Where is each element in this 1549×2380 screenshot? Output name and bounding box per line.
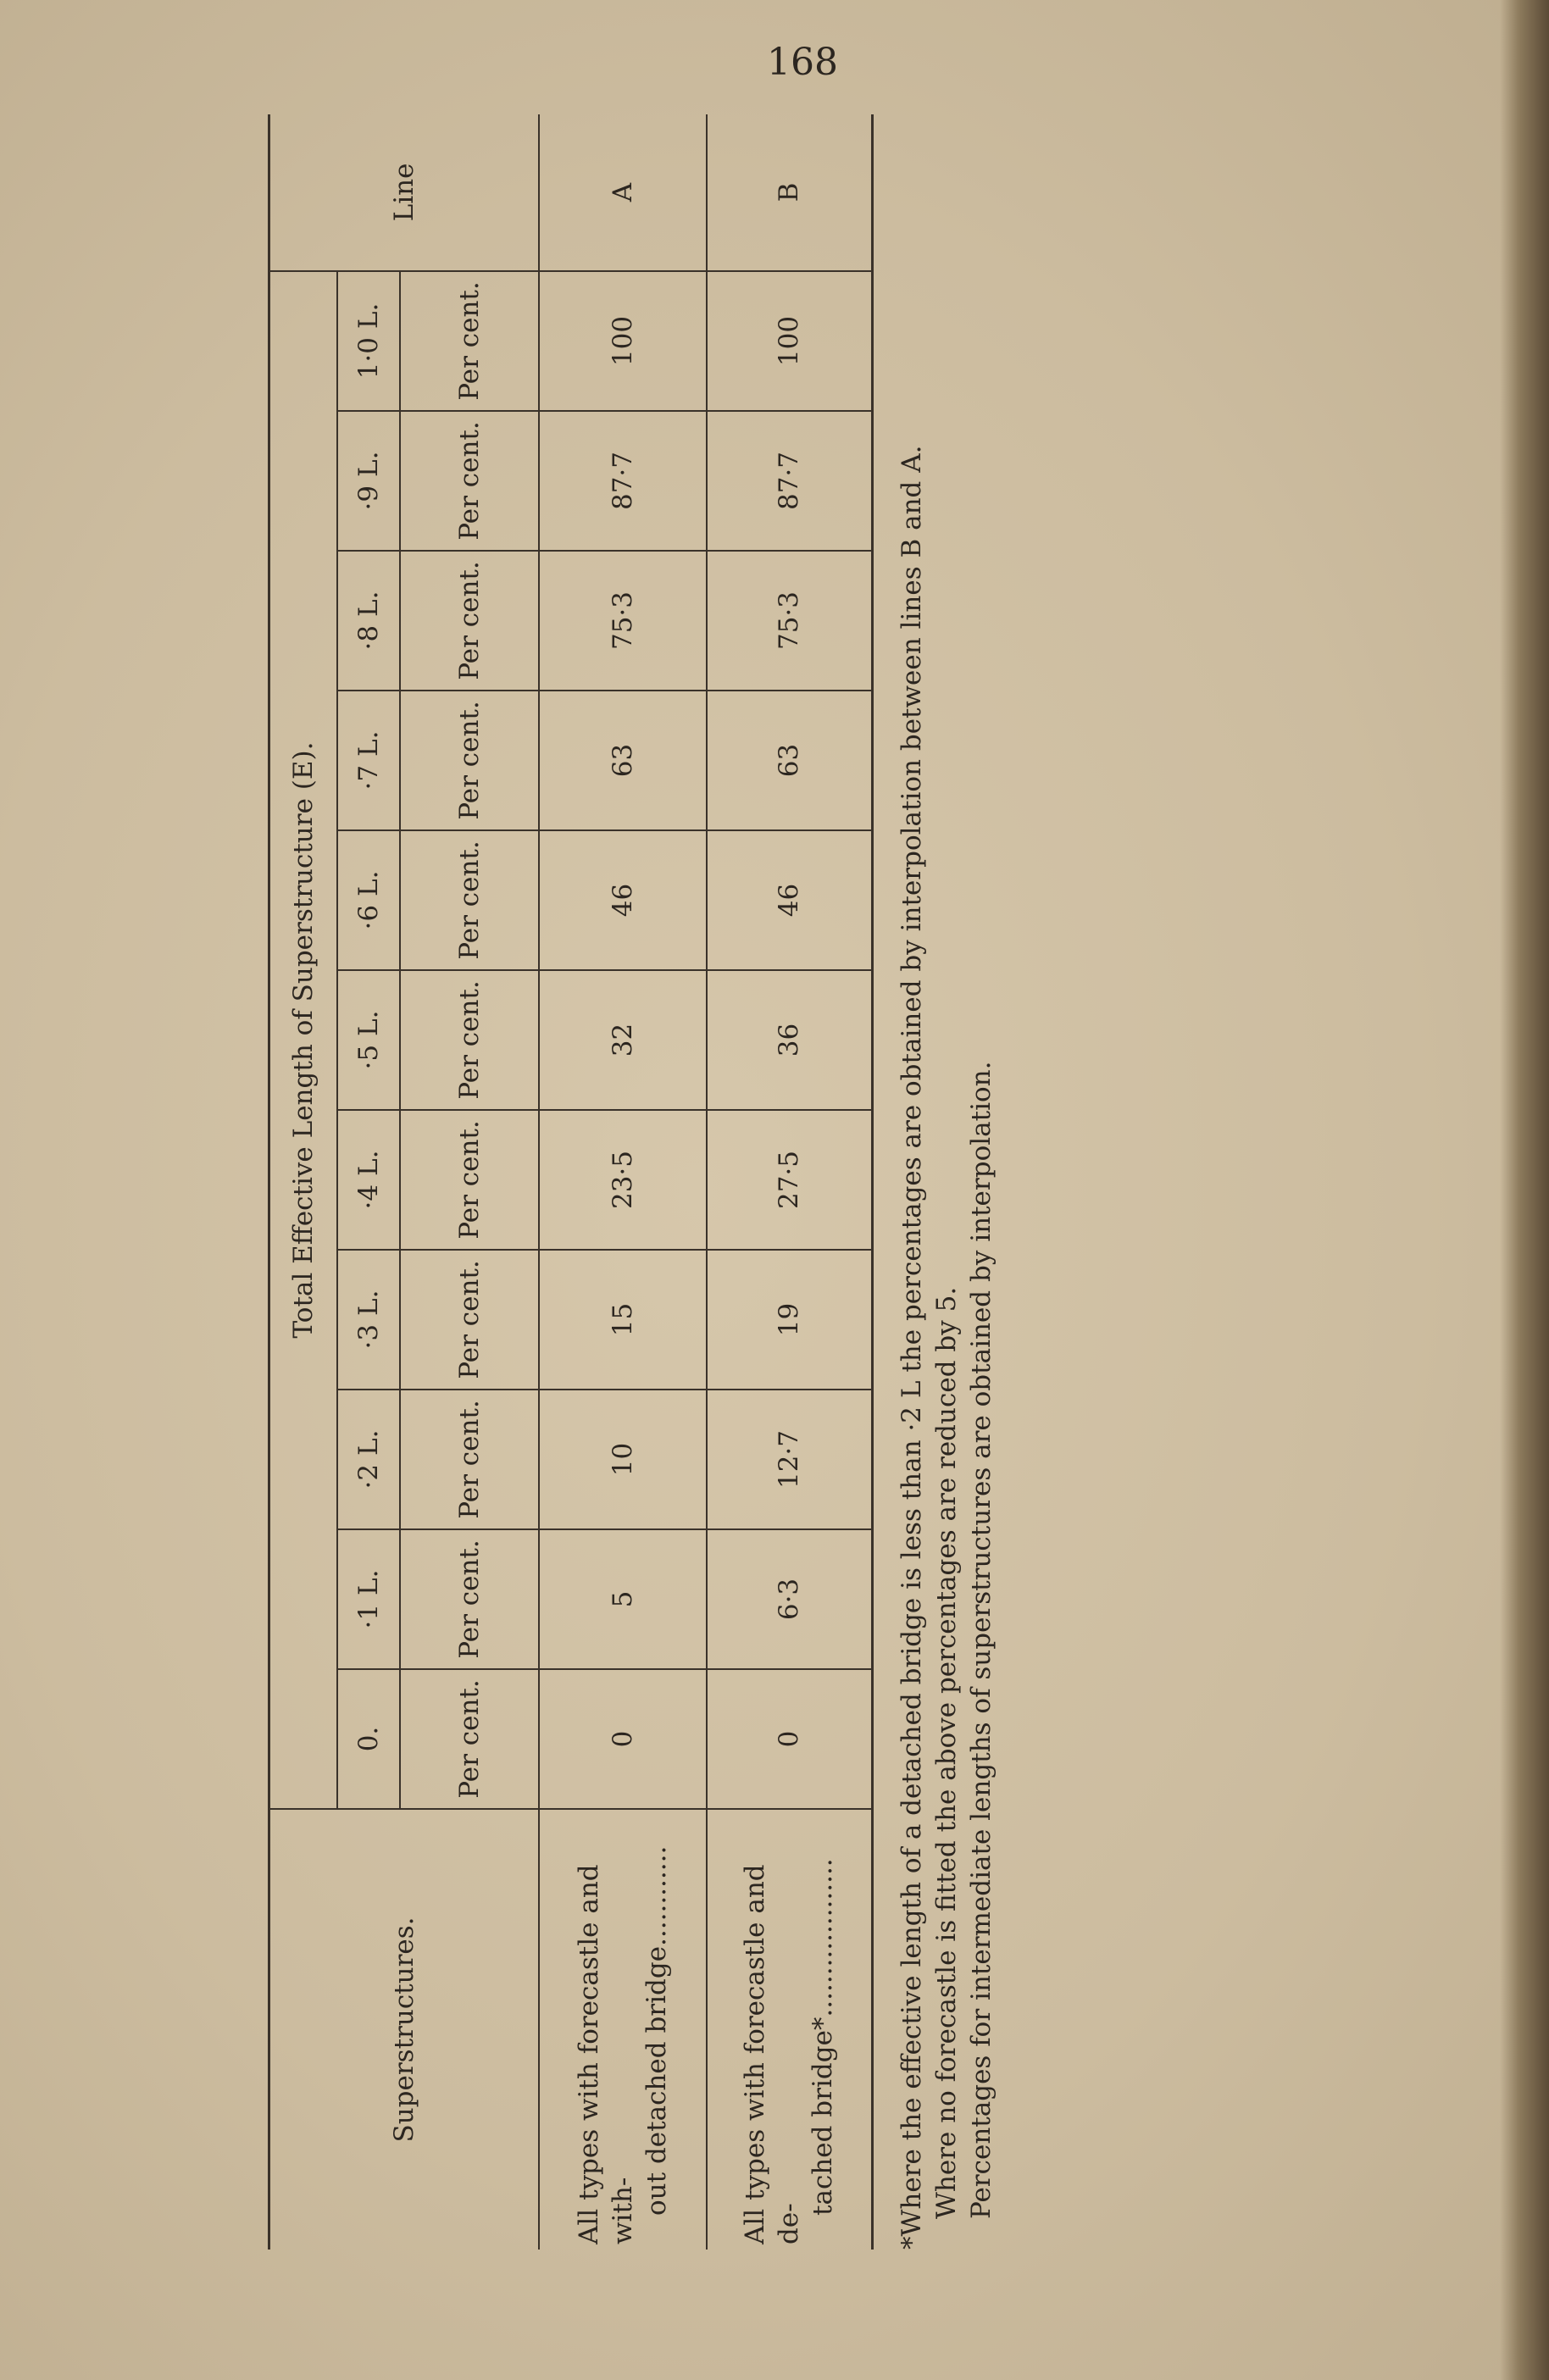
table-cell: 32 — [539, 970, 707, 1110]
unit-label: Per cent. — [400, 970, 539, 1110]
table-cell: 15 — [539, 1250, 707, 1390]
footnotes — [895, 114, 999, 2250]
table-cell: 6·3 — [707, 1529, 873, 1669]
page-edge-shadow — [1500, 0, 1549, 2380]
column-header: ·3 L. — [337, 1250, 400, 1390]
line-cell: B — [707, 114, 873, 271]
column-header: 0. — [337, 1669, 400, 1809]
unit-label: Per cent. — [400, 411, 539, 551]
column-header: ·2 L. — [337, 1390, 400, 1529]
page-number: 168 — [767, 41, 838, 84]
unit-label: Per cent. — [400, 1669, 539, 1809]
table-cell: 75·3 — [539, 551, 707, 691]
unit-label: Per cent. — [400, 830, 539, 970]
header-total-effective-length: Total Effective Length of Superstructure (E). — [269, 271, 337, 1809]
unit-label: Per cent. — [400, 691, 539, 830]
table-cell: 36 — [707, 970, 873, 1110]
row-label: All types with forecastle and de- tached bridge*................... — [707, 1809, 873, 2250]
table-cell: 63 — [707, 691, 873, 830]
column-header: ·7 L. — [337, 691, 400, 830]
unit-label: Per cent. — [400, 1529, 539, 1669]
table-cell: 46 — [539, 830, 707, 970]
header-superstructures: Superstructures. — [269, 1809, 539, 2250]
table-cell: 27·5 — [707, 1110, 873, 1250]
table-cell: 10 — [539, 1390, 707, 1529]
unit-label: Per cent. — [400, 1390, 539, 1529]
footnote: Percentages for intermediate lengths of superstructures are obtained by interpolation. — [966, 1061, 997, 2219]
row-label: All types with forecastle and with- out detached bridge............ — [539, 1809, 707, 2250]
footnote: Where no forecastle is fitted the above percentages are reduced by 5. — [931, 1286, 962, 2219]
unit-label: Per cent. — [400, 1110, 539, 1250]
table-cell: 87·7 — [707, 411, 873, 551]
line-cell: A — [539, 114, 707, 271]
table-cell: 87·7 — [539, 411, 707, 551]
table-cell: 75·3 — [707, 551, 873, 691]
table-cell: 100 — [707, 271, 873, 411]
unit-label: Per cent. — [400, 271, 539, 411]
table-cell: 12·7 — [707, 1390, 873, 1529]
column-header: 1·0 L. — [337, 271, 400, 411]
table-cell: 23·5 — [539, 1110, 707, 1250]
table-cell: 46 — [707, 830, 873, 970]
column-header: ·4 L. — [337, 1110, 400, 1250]
freeboard-table — [268, 114, 874, 2250]
table-cell: 100 — [539, 271, 707, 411]
table-row-a — [539, 114, 707, 2250]
header-line: Line — [269, 114, 539, 271]
column-header: ·8 L. — [337, 551, 400, 691]
table-cell: 19 — [707, 1250, 873, 1390]
table-cell: 5 — [539, 1529, 707, 1669]
table-cell: 0 — [539, 1669, 707, 1809]
column-header: ·6 L. — [337, 830, 400, 970]
table-cell: 0 — [707, 1669, 873, 1809]
unit-label: Per cent. — [400, 1250, 539, 1390]
table-row-b — [707, 114, 873, 2250]
unit-label: Per cent. — [400, 551, 539, 691]
rotated-table-block — [268, 114, 1013, 2250]
column-header: ·5 L. — [337, 970, 400, 1110]
footnote: *Where the effective length of a detached bridge is less than ·2 L the percentages are obtained by interpolation between lines B and A. — [897, 445, 927, 2250]
column-header: ·9 L. — [337, 411, 400, 551]
column-header: ·1 L. — [337, 1529, 400, 1669]
table-cell: 63 — [539, 691, 707, 830]
